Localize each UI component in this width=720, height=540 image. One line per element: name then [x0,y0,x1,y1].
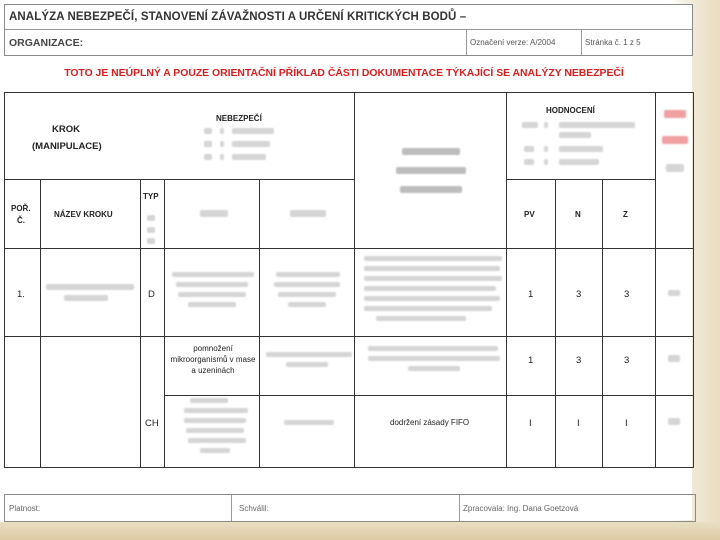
n-header: N [575,210,581,219]
row1-type: D [148,289,155,300]
row3-type: CH [145,418,159,429]
row2-z: 3 [624,355,630,366]
type-header: TYP [143,192,159,201]
row3-z: I [625,418,628,429]
row1-z: 3 [624,289,630,300]
page-indicator: Stránka č. 1 z 5 [585,38,641,47]
z-header: Z [623,210,628,219]
step-name-header: NÁZEV KROKU [54,210,113,219]
row1-n: 3 [576,289,582,300]
warning-note: TOTO JE NEÚPLNÝ A POUZE ORIENTAČNÍ PŘÍKLAD ČÁSTI DOKUMENTACE TÝKAJÍCÍ SE ANALÝZY NEBEZPEČÍ [64,68,624,79]
row3-pv: I [529,418,532,429]
validity-label: Platnost: [9,504,41,513]
prepared-by: Zpracovala: Ing. Dana Goetzová [463,504,579,513]
row1-order: 1. [17,289,25,300]
slide-bottom-band [0,522,720,540]
rating-header: HODNOCENÍ [546,106,595,115]
hazard-analysis-table [4,92,694,468]
hazard-header: NEBEZPEČÍ [216,114,262,123]
document-page [4,4,692,520]
row3-measure: dodržení zásady FIFO [390,418,470,427]
document-title: ANALÝZA NEBEZPEČÍ, STANOVENÍ ZÁVAŽNOSTI A URČENÍ KRITICKÝCH BODŮ – [9,11,467,23]
document-footer [4,494,696,522]
approved-label: Schválil: [239,504,269,513]
step-header: KROK [52,124,80,135]
pv-header: PV [524,210,535,219]
row2-n: 3 [576,355,582,366]
step-header-sub: (MANIPULACE) [32,141,102,152]
order-header: POŘ. [11,204,31,213]
row3-n: I [577,418,580,429]
row1-pv: 1 [528,289,534,300]
version-mark: Označení verze: A/2004 [470,38,556,47]
document-header [4,4,693,56]
order-header-sub: Č. [17,216,25,225]
row2-hazard-text: pomnožení mikroorganismů v mase a uzeninách [170,344,256,375]
organization-label: ORGANIZACE: [9,37,84,49]
row2-pv: 1 [528,355,534,366]
